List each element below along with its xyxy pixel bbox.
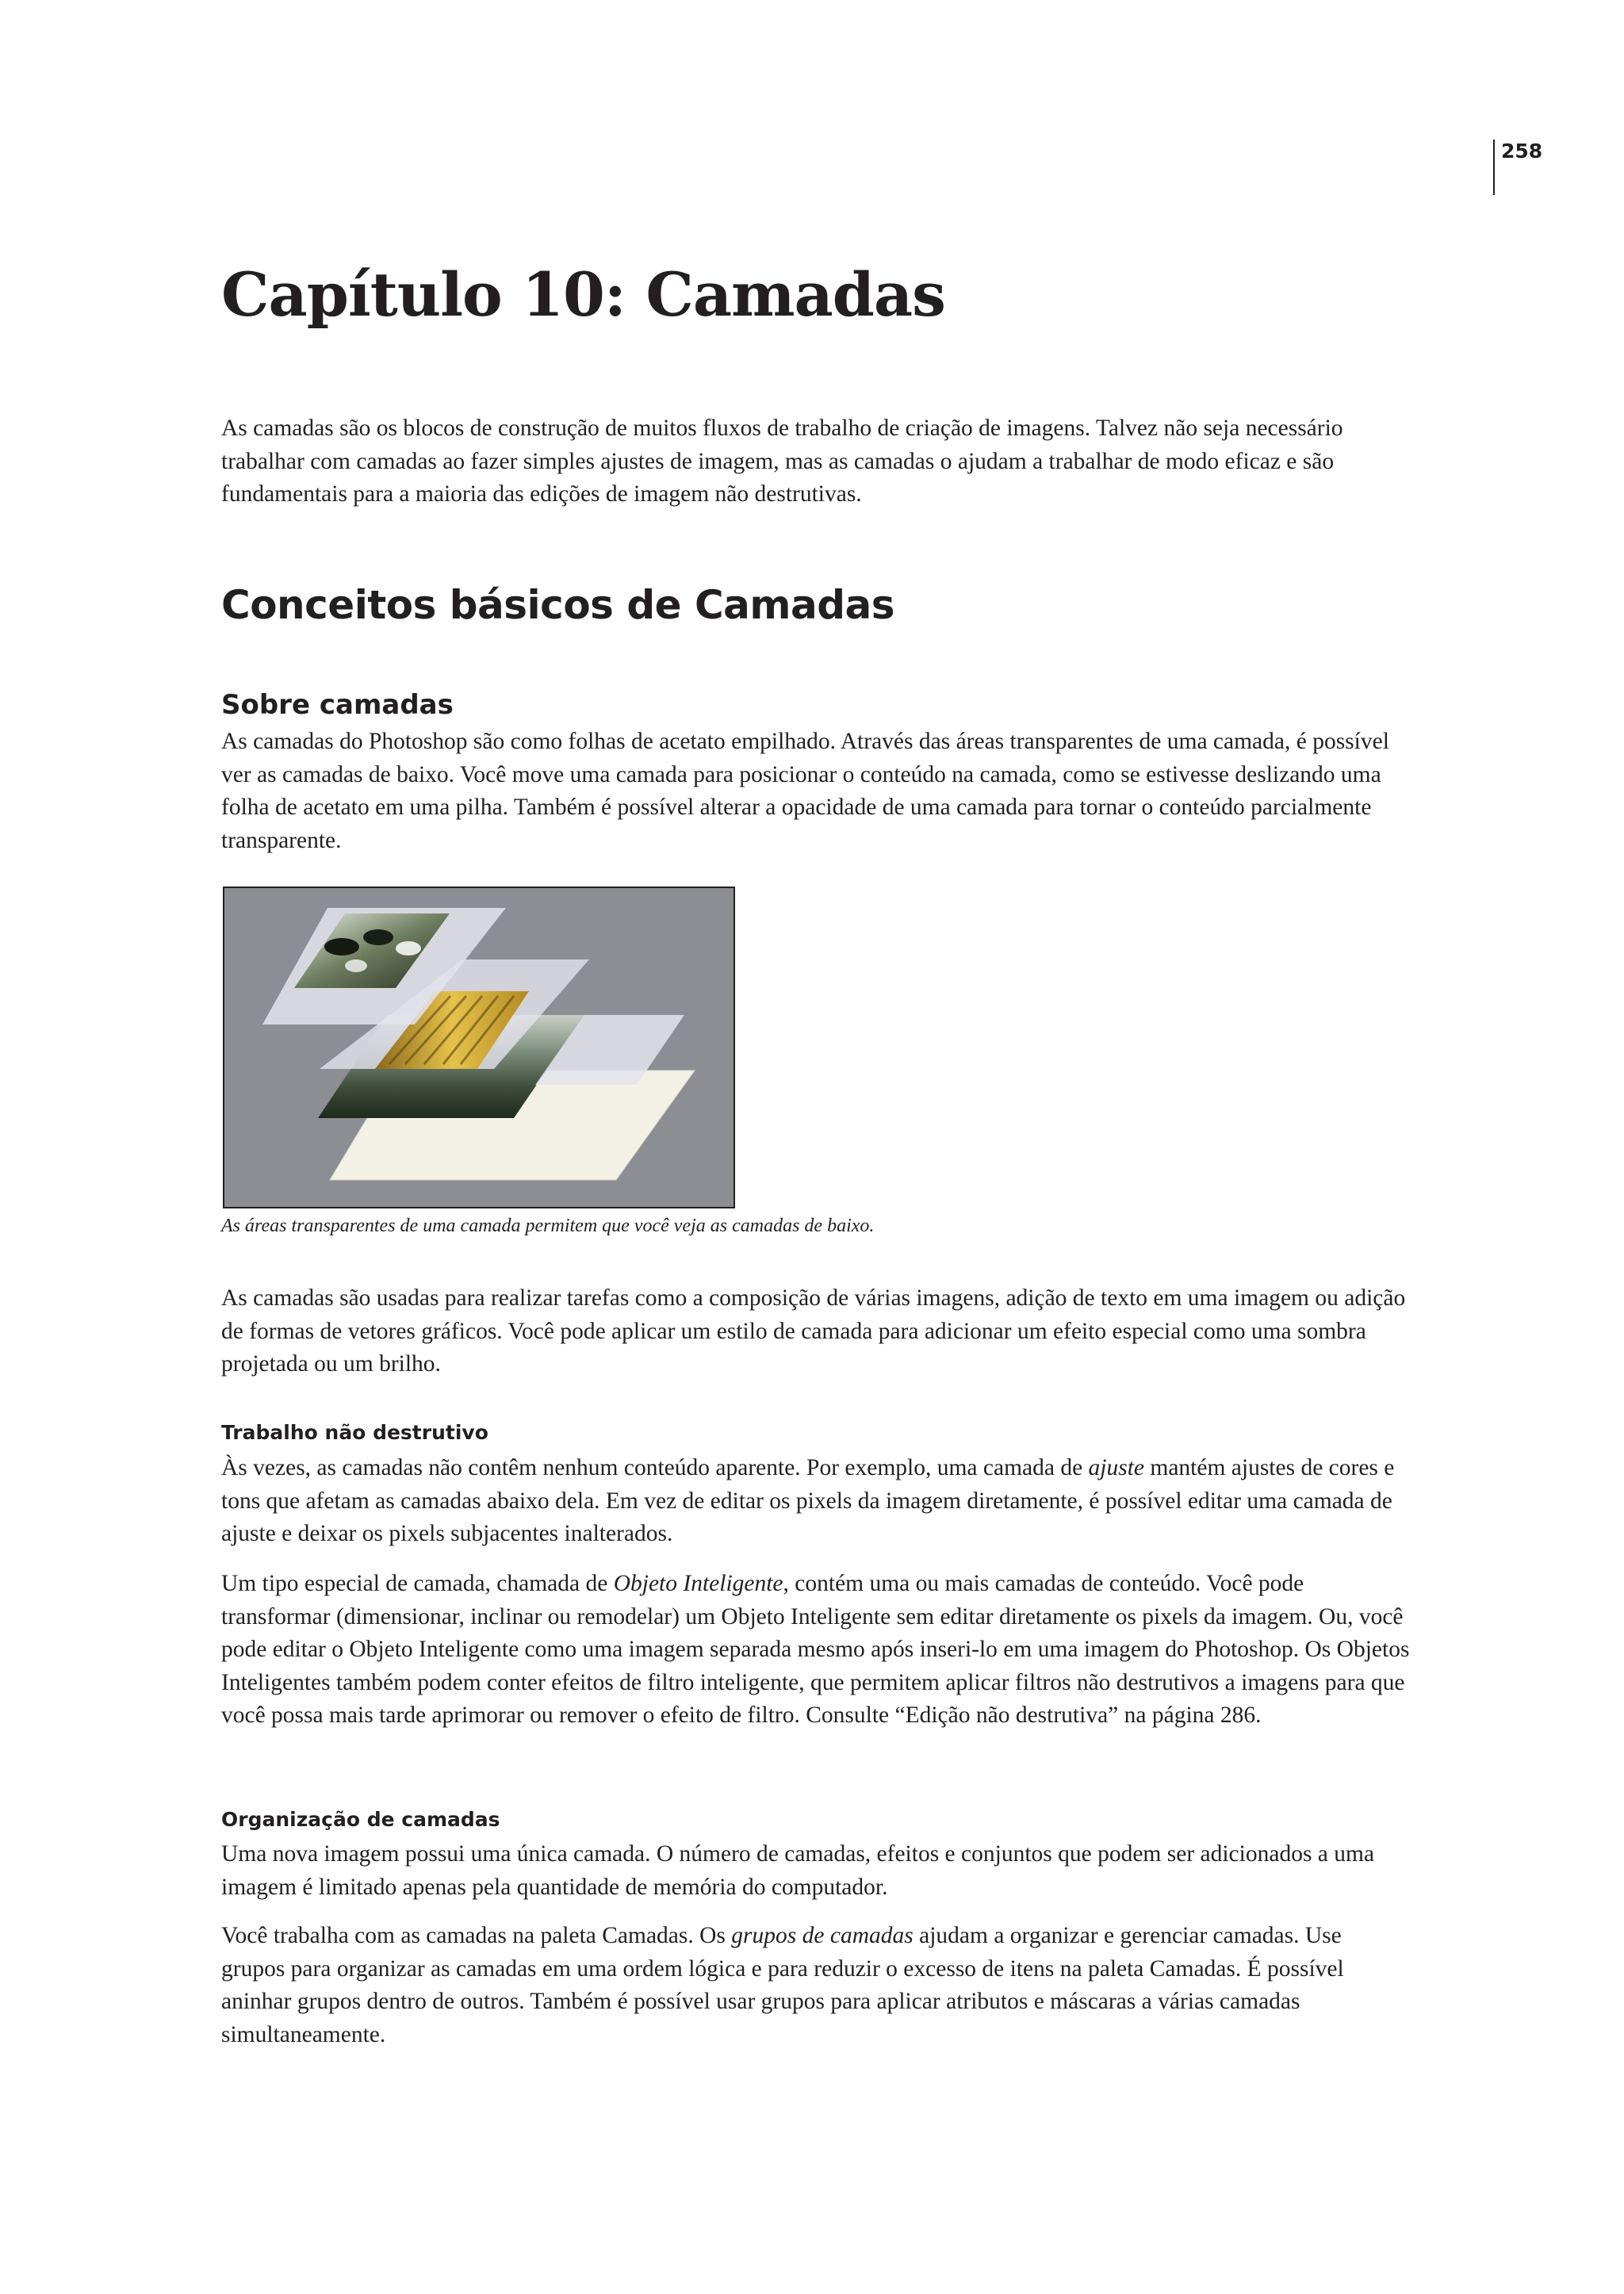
section-title: Conceitos básicos de Camadas (221, 582, 895, 628)
non-destructive-p2-emphasis: Objeto Inteligente (613, 1571, 783, 1596)
non-destructive-p2-start: Um tipo especial de camada, chamada de (221, 1571, 614, 1596)
chapter-title: Capítulo 10: Camadas (221, 259, 945, 330)
organization-p2-end: ajudam a organizar e gerenciar camadas. Use grupos para organizar as camadas em uma ordem lógica e para reduzir o excesso de itens na paleta Camadas. É possível aninhar grupos dentro de outros. Também é possível usar grupos para aplicar atributos e máscaras a várias camadas simultaneamente. (221, 1923, 1344, 2047)
organization-paragraph-1: Uma nova imagem possui uma única camada. O número de camadas, efeitos e conjuntos que podem ser adicionados a uma imagem é limitado apenas pela quantidade de memória do computador. (221, 1841, 1375, 1900)
non-destructive-p1-end: mantém ajustes de cores e tons que afetam as camadas abaixo dela. Em vez de editar os pixels da imagem diretamente, é possível editar uma camada de ajuste e deixar os pixels subjacentes inalterados. (221, 1455, 1395, 1546)
non-destructive-paragraph-2 (221, 1568, 1411, 1733)
page-number: 258 (1501, 140, 1543, 163)
non-destructive-p1-emphasis: ajuste (1088, 1455, 1145, 1480)
intro-paragraph: As camadas são os blocos de construção de muitos fluxos de trabalho de criação de imagens. Talvez não seja necessário trabalhar com camadas ao fazer simples ajustes de imagem, mas as camadas o ajudam a trabalhar de modo eficaz e são fundamentais para a maioria das edições de imagem não destrutivas. (221, 416, 1343, 507)
page-number-rule (1493, 140, 1495, 195)
about-layers-paragraph: As camadas do Photoshop são como folhas de acetato empilhado. Através das áreas transparentes de uma camada, é possível ver as camadas de baixo. Você move uma camada para posicionar o conteúdo na camada, como se estivesse deslizando uma folha de acetato em uma pilha. Também é possível alterar a opacidade de uma camada para tornar o conteúdo parcialmente transparente. (221, 729, 1389, 853)
subsection-title-non-destructive: Trabalho não destrutivo (221, 1421, 488, 1444)
subsection-title-layer-organization: Organização de camadas (221, 1808, 500, 1831)
figure-caption: As áreas transparentes de uma camada permitem que você veja as camadas de baixo. (221, 1216, 875, 1236)
layers-illustration (223, 887, 735, 1208)
organization-paragraph-2 (221, 1920, 1411, 2051)
non-destructive-paragraph-1 (221, 1452, 1411, 1551)
organization-p2-start: Você trabalha com as camadas na paleta Camadas. Os (221, 1923, 732, 1948)
subsection-title-about-layers: Sobre camadas (221, 689, 454, 721)
non-destructive-p1-start: Às vezes, as camadas não contêm nenhum conteúdo aparente. Por exemplo, uma camada de (221, 1455, 1089, 1480)
layers-illustration-svg (224, 888, 733, 1207)
layer-uses-paragraph: As camadas são usadas para realizar tarefas como a composição de várias imagens, adição de texto em uma imagem ou adição de formas de vetores gráficos. Você pode aplicar um estilo de camada para adicionar um efeito especial como uma sombra projetada ou um brilho. (221, 1285, 1406, 1377)
organization-p2-emphasis: grupos de camadas (731, 1923, 914, 1948)
non-destructive-p2-end: , contém uma ou mais camadas de conteúdo. Você pode transformar (dimensionar, inclinar ou remodelar) um Objeto Inteligente sem editar diretamente os pixels da imagem. Ou, você pode editar o Objeto Inteligente como uma imagem separada mesmo após inseri-lo em uma imagem do Photoshop. Os Objetos Inteligentes também podem conter efeitos de filtro inteligente, que permitem aplicar filtros não destrutivos a imagens para que você possa mais tarde aprimorar ou remover o efeito de filtro. Consulte “Edição não destrutiva” na página 286. (221, 1571, 1410, 1728)
